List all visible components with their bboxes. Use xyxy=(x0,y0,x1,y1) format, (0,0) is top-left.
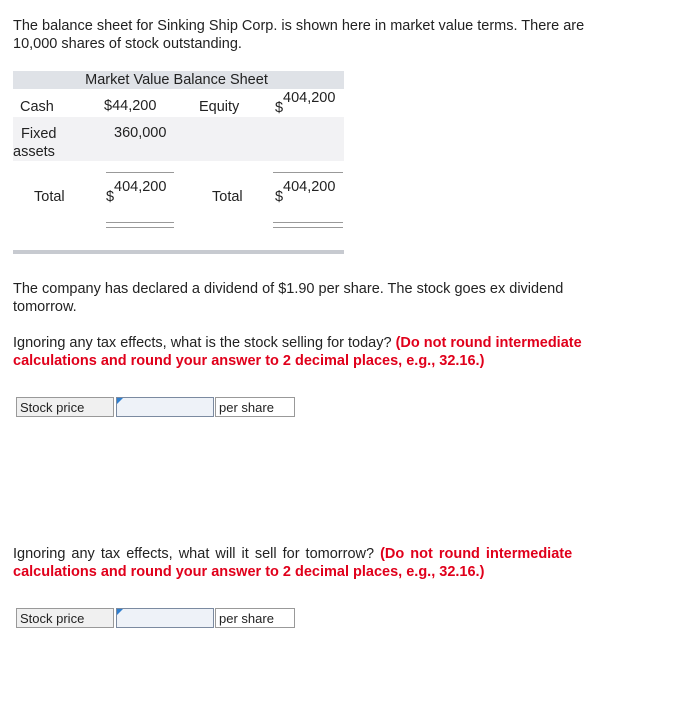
equity-label: Equity xyxy=(199,99,240,115)
dividend-line-1: The company has declared a dividend of $1.90 per share. The stock goes ex dividend xyxy=(13,281,564,297)
question-2-prompt: Ignoring any tax effects, what will it sell for tomorrow? xyxy=(13,546,375,562)
balance-sheet-table xyxy=(13,71,344,256)
fixed-value: 360,000 xyxy=(114,125,167,141)
question-1-instruction-line-1: (Do not round intermediate xyxy=(395,335,582,351)
cash-value: $44,200 xyxy=(104,98,157,114)
stock-price-tomorrow-input[interactable] xyxy=(116,608,214,628)
question-1-instruction-line-2: calculations and round your answer to 2 decimal places, e.g., 32.16.) xyxy=(13,353,485,369)
equity-dollar: $ xyxy=(275,100,284,116)
intro-line-2: 10,000 shares of stock outstanding. xyxy=(13,36,242,52)
per-share-unit-1: per share xyxy=(215,397,295,417)
total-right-label: Total xyxy=(212,189,243,205)
total-right-rule xyxy=(273,172,343,173)
fixed-label-line-1: Fixed xyxy=(21,126,57,142)
dividend-line-2: tomorrow. xyxy=(13,299,77,315)
question-2-instruction-line-2: calculations and round your answer to 2 decimal places, e.g., 32.16.) xyxy=(13,564,485,580)
equity-value: 404,200 xyxy=(283,90,336,106)
per-share-unit-2: per share xyxy=(215,608,295,628)
question-1-prompt: Ignoring any tax effects, what is the stock selling for today? xyxy=(13,335,392,351)
total-left-rule xyxy=(106,172,174,173)
total-left-dollar: $ xyxy=(106,189,115,205)
dividend-text xyxy=(13,280,653,316)
intro-text xyxy=(13,17,653,53)
stock-price-today-input[interactable] xyxy=(116,397,214,417)
fixed-assets-row xyxy=(13,117,344,161)
input-marker-icon xyxy=(117,609,123,615)
fixed-label-line-2: assets xyxy=(13,144,55,160)
balance-sheet-bottom-bar xyxy=(13,250,344,254)
total-right-value: 404,200 xyxy=(283,179,336,195)
question-1-text xyxy=(13,334,653,370)
question-2-text xyxy=(13,545,653,581)
intro-line-1: The balance sheet for Sinking Ship Corp. is shown here in market value terms. There are xyxy=(13,18,585,34)
total-left-double-rule xyxy=(106,222,174,228)
total-right-dollar: $ xyxy=(275,189,284,205)
cash-label: Cash xyxy=(20,99,54,115)
stock-price-label-1: Stock price xyxy=(16,397,114,417)
stock-price-label-2: Stock price xyxy=(16,608,114,628)
total-right-double-rule xyxy=(273,222,343,228)
total-left-value: 404,200 xyxy=(114,179,167,195)
total-left-label: Total xyxy=(34,189,65,205)
balance-sheet-title: Market Value Balance Sheet xyxy=(13,71,344,89)
input-marker-icon xyxy=(117,398,123,404)
question-2-instruction-line-1: (Do not round intermediate xyxy=(380,546,573,562)
